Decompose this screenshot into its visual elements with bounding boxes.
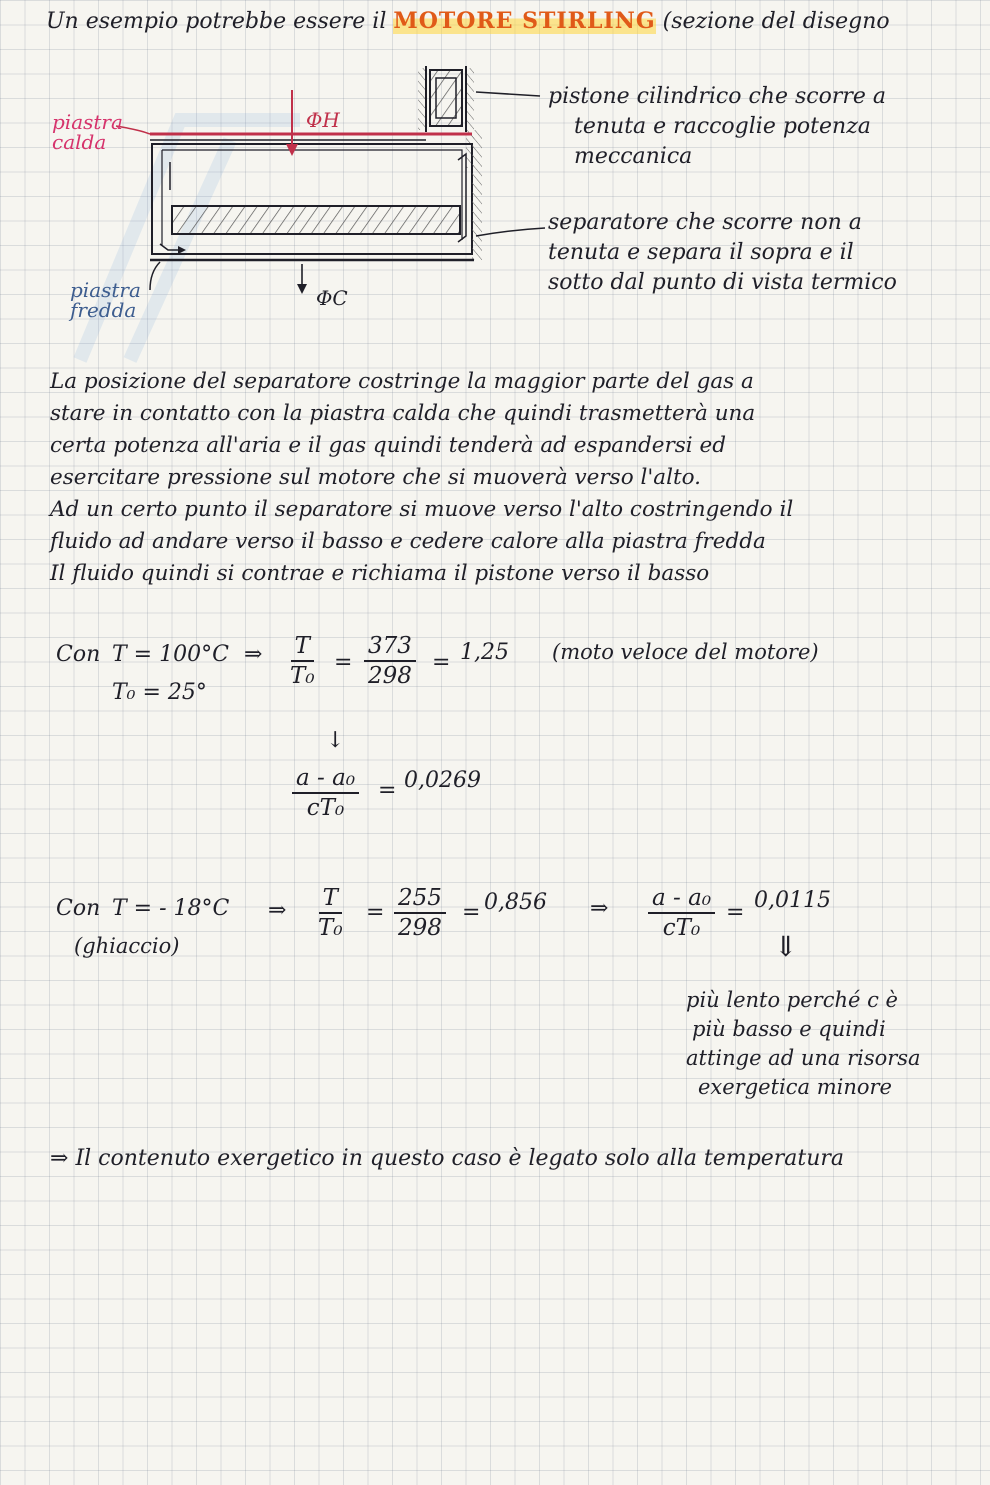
title-prefix: Un esempio potrebbe essere il: [46, 9, 387, 34]
separator-annotation: [548, 208, 897, 298]
chamber: [152, 144, 472, 254]
separator: [172, 206, 460, 234]
paragraph-line: certa potenza all'aria e il gas quindi tenderà ad espandersi ed: [50, 433, 726, 458]
exergy-denominator: cT₀: [306, 795, 345, 822]
paragraph-line: Il fluido quindi si contrae e richiama il pistone verso il basso: [50, 561, 710, 586]
example1-result: 1,25: [460, 640, 509, 665]
hot-plate-label: piastra calda: [52, 110, 123, 154]
ratio-denominator: 298: [368, 663, 412, 690]
example2-temperature: T = - 18°C: [112, 896, 230, 921]
double-down-arrow: ⇓: [774, 930, 798, 963]
example1-reference-temperature: T₀ = 25°: [112, 680, 207, 705]
paragraph-line: Ad un certo punto il separatore si muove verso l'alto costringendo il: [50, 497, 794, 522]
cylinder-wall-left: [418, 68, 426, 130]
example1-ratio-symbol: [290, 634, 315, 688]
example2-prefix: Con: [56, 896, 101, 921]
example1-implies-arrow: ⇒: [244, 642, 263, 667]
explanation-line: exergetica minore: [698, 1075, 892, 1099]
ratio-denominator: 298: [398, 915, 442, 942]
exergy-denominator: cT₀: [662, 915, 701, 942]
paragraph-line: fluido ad andare verso il basso e cedere calore alla piastra fredda: [50, 529, 766, 554]
explanation-line: più lento perché c è: [686, 988, 898, 1012]
example1-exergy-equals: =: [378, 778, 397, 803]
exergy-numerator: a - a₀: [648, 886, 715, 914]
example2-note: (ghiaccio): [74, 934, 180, 958]
example1-temperature: T = 100°C: [112, 642, 229, 667]
separator-annotation-line: separatore che scorre non a: [548, 210, 862, 235]
piston-annotation-line: tenuta e raccoglie potenza: [574, 114, 871, 139]
example2-equals: =: [366, 900, 385, 925]
example2-explanation: [686, 986, 921, 1102]
example2-equals: =: [462, 900, 481, 925]
example2-exergy-equals: =: [726, 900, 745, 925]
down-arrow: ↓: [326, 728, 345, 753]
explanation-paragraph: [50, 366, 793, 590]
example2-result: 0,856: [484, 890, 547, 915]
example2-ratio-values: [394, 886, 446, 940]
example2-ratio-symbol: [318, 886, 343, 940]
example1-note: (moto veloce del motore): [552, 640, 819, 664]
cold-plate-label: piastra fredda: [70, 278, 141, 322]
phi-h-label: ΦH: [306, 108, 340, 132]
phi-c-label: ΦC: [316, 286, 348, 310]
title-suffix: (sezione del disegno: [662, 9, 890, 34]
example1-equals: =: [334, 650, 353, 675]
title-highlight: MOTORE STIRLING: [393, 8, 656, 34]
separator-annotation-line: sotto dal punto di vista termico: [548, 270, 897, 295]
paragraph-line: stare in contatto con la piastra calda che quindi trasmetterà una: [50, 401, 756, 426]
example2-exergy-value: 0,0115: [754, 888, 831, 913]
page-title: [46, 8, 890, 34]
ratio-denominator: T₀: [290, 663, 315, 690]
exergy-numerator: a - a₀: [292, 766, 359, 794]
example1-equals: =: [432, 650, 451, 675]
ratio-numerator: 373: [364, 634, 416, 662]
example1-exergy-value: 0,0269: [404, 768, 481, 793]
piston-annotation-line: meccanica: [574, 144, 693, 169]
conclusion-arrow: ⇒: [50, 1146, 69, 1171]
explanation-line: più basso e quindi: [692, 1017, 886, 1041]
separator-annotation-line: tenuta e separa il sopra e il: [548, 240, 854, 265]
ratio-denominator: T₀: [318, 915, 343, 942]
piston-annotation-line: pistone cilindrico che scorre a: [548, 84, 886, 109]
paragraph-line: La posizione del separatore costringe la maggior parte del gas a: [50, 369, 754, 394]
example1-exergy-ratio: [292, 766, 359, 820]
example2-implies-arrow: ⇒: [268, 898, 287, 923]
ratio-numerator: 255: [394, 886, 446, 914]
ratio-numerator: T: [291, 634, 314, 662]
example1-ratio-values: [364, 634, 416, 688]
paragraph-line: esercitare pressione sul motore che si muoverà verso l'alto.: [50, 465, 702, 490]
example2-implies-arrow: ⇒: [590, 896, 609, 921]
conclusion-text: Il contenuto exergetico in questo caso è legato solo alla temperatura: [75, 1146, 845, 1171]
piston-annotation: [548, 82, 886, 172]
example2-exergy-ratio: [648, 886, 715, 940]
example1-prefix: Con: [56, 642, 101, 667]
explanation-line: attinge ad una risorsa: [686, 1046, 921, 1070]
ratio-numerator: T: [319, 886, 342, 914]
conclusion: [50, 1146, 844, 1171]
